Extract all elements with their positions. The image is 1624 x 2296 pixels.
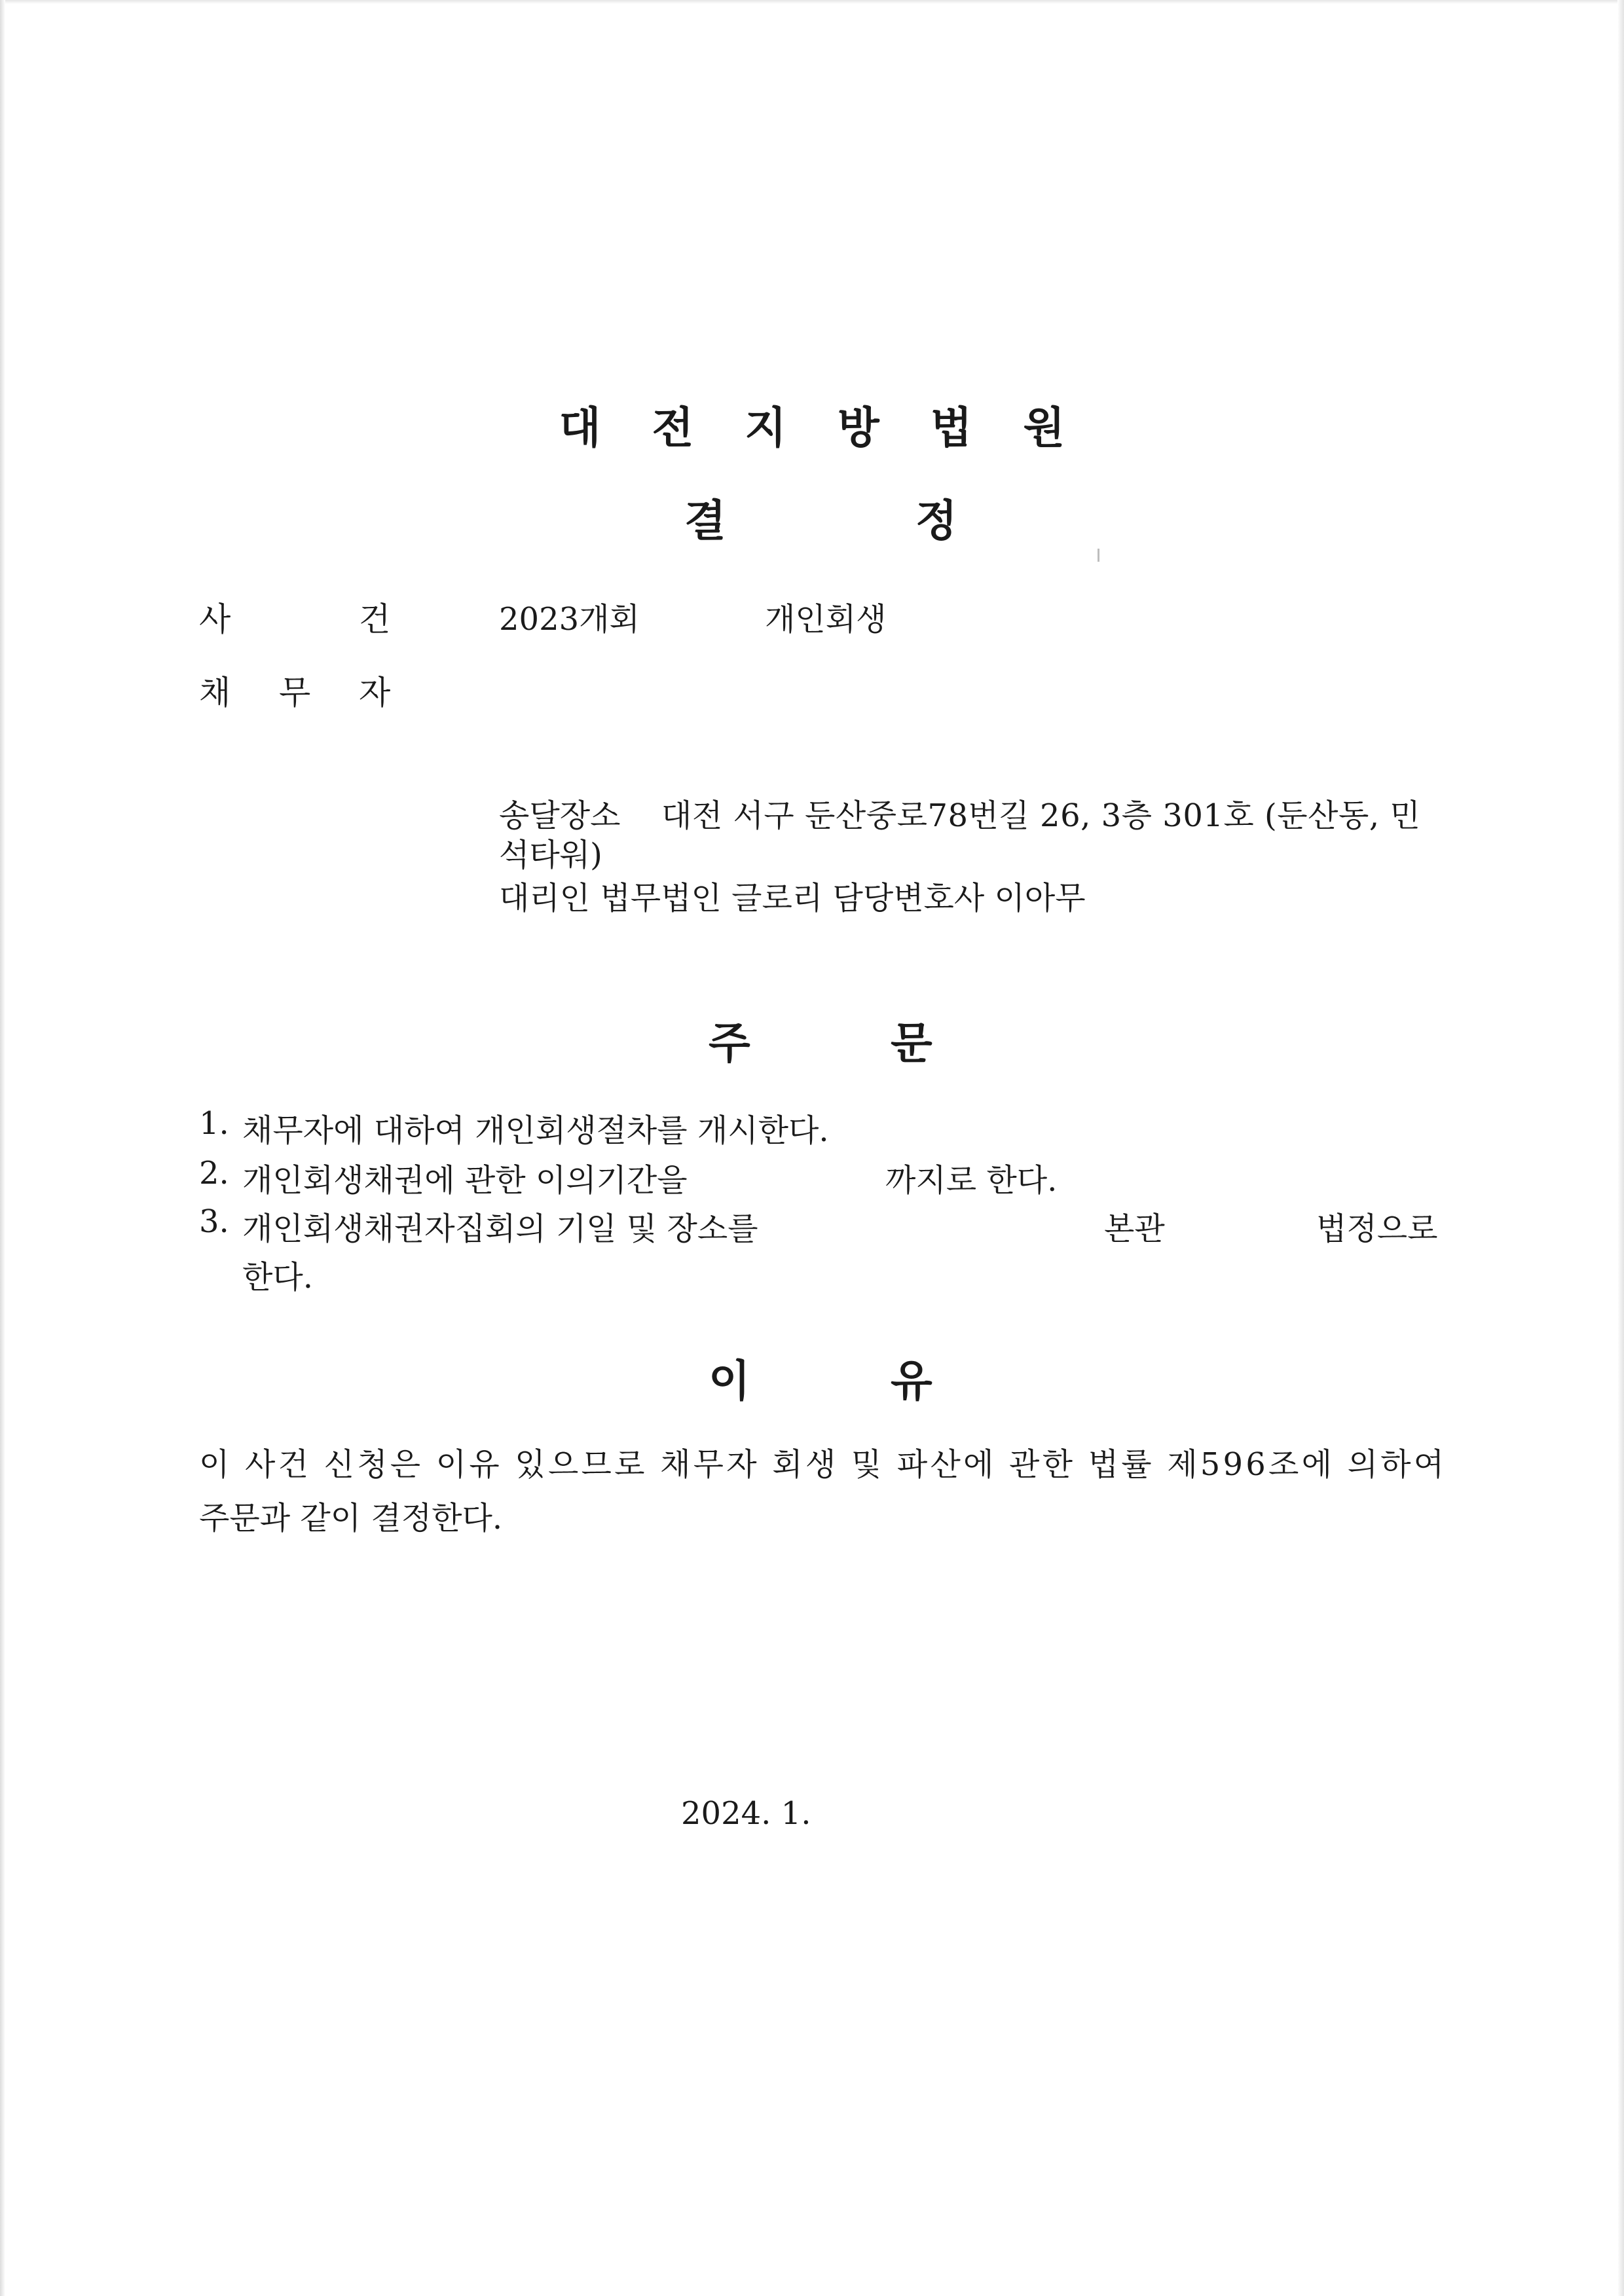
- scan-edge-top: [0, 0, 1624, 4]
- order-item-text-part2: 본관: [1104, 1211, 1165, 1247]
- order-title-left: 주: [709, 1018, 750, 1068]
- case-label-char-2: 건: [359, 600, 391, 638]
- court-name: 대전지방법원: [559, 403, 1116, 453]
- case-name: 개인회생: [765, 601, 887, 638]
- order-item-text-part2: 까지로 한다.: [885, 1162, 1058, 1199]
- decision-date: 2024. 1.: [681, 1795, 811, 1832]
- debtor-agent: 대리인 법무법인 글로리 담당변호사 이아무: [499, 880, 1086, 917]
- order-item-number: 3.: [199, 1203, 229, 1240]
- reason-line-1: 이 사건 신청은 이유 있으므로 채무자 회생 및 파산에 관한 법률 제596조에 의하여: [199, 1446, 1447, 1483]
- order-item-text-part3: 법정으로: [1316, 1211, 1438, 1247]
- order-item-text: 채무자에 대하여 개인회생절차를 개시한다.: [242, 1112, 829, 1149]
- debtor-label-char-3: 자: [359, 674, 391, 712]
- reason-line-2: 주문과 같이 결정한다.: [199, 1500, 503, 1537]
- delivery-address-line2: 석타워): [499, 837, 602, 873]
- order-item-number: 1.: [199, 1105, 229, 1142]
- delivery-address-line1: 대전 서구 둔산중로78번길 26, 3층 301호 (둔산동, 민: [661, 797, 1421, 834]
- reason-title-right: 유: [891, 1356, 932, 1406]
- document-title-right: 정: [915, 496, 957, 546]
- case-number: 2023개회: [499, 601, 640, 638]
- debtor-label-char-2: 무: [279, 674, 311, 712]
- order-item-text-part1: 개인회생채권자집회의 기일 및 장소를: [242, 1211, 758, 1247]
- scan-speck: [1098, 549, 1099, 562]
- delivery-label: 송달장소: [499, 797, 621, 834]
- reason-title-left: 이: [709, 1356, 750, 1406]
- case-label-char-1: 사: [199, 600, 231, 638]
- debtor-label-char-1: 채: [199, 674, 231, 712]
- scan-edge-left: [0, 0, 5, 2296]
- scan-edge-right: [1617, 0, 1624, 2296]
- order-item-number: 2.: [199, 1155, 229, 1192]
- order-item-text-line2: 한다.: [242, 1259, 313, 1296]
- order-title-right: 문: [891, 1018, 932, 1068]
- document-title-left: 결: [684, 496, 726, 546]
- order-item-text-part1: 개인회생채권에 관한 이의기간을: [242, 1162, 688, 1199]
